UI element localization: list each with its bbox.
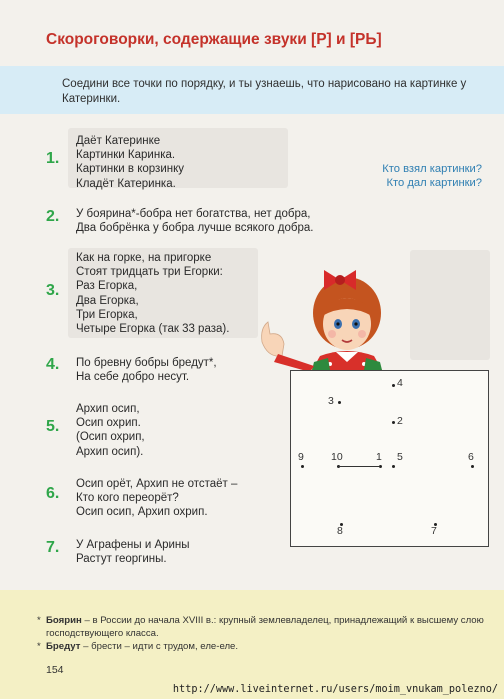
footnote-definition: – брести – идти с трудом, еле-еле. <box>80 641 239 652</box>
side-questions <box>382 162 482 190</box>
dot-label-9: 9 <box>298 451 304 463</box>
twister-line: По бревну бобры бредут*, <box>76 357 217 369</box>
twister-line: Осип осип, Архип охрип. <box>76 506 208 519</box>
dot-label-6: 6 <box>468 451 474 463</box>
dot-to-dot-panel <box>290 370 489 547</box>
girl-illustration <box>252 258 402 378</box>
footnote-term: Бредут <box>46 641 81 652</box>
twister-line: Два бобрёнка у бобра лучше всякого добра. <box>76 222 314 235</box>
twister-number-1: 1. <box>46 150 60 167</box>
dot-6 <box>471 465 474 468</box>
twister-line: Осип охрип. <box>76 417 141 430</box>
page-number: 154 <box>46 664 64 676</box>
twister-number-2: 2. <box>46 208 60 225</box>
twister-text-1 <box>76 134 184 191</box>
footnote-star: * <box>37 641 41 652</box>
dot-5 <box>392 465 395 468</box>
dot-3 <box>338 401 341 404</box>
twister-line: Архип осип, <box>76 403 140 415</box>
twister-text-2 <box>76 207 313 235</box>
twister-line: Картинки в корзинку <box>76 163 185 176</box>
dot-4 <box>392 384 395 387</box>
footnote-2 <box>37 640 486 653</box>
footnote-1 <box>37 614 486 640</box>
twister-text-4 <box>76 356 217 384</box>
twister-line: Даёт Катеринке <box>76 135 161 147</box>
footnote-term: Боярин <box>46 615 82 626</box>
twister-line: (Осип охрип, <box>76 431 145 444</box>
dot-label-10: 10 <box>331 451 343 463</box>
twister-line: Стоят тридцать три Егорки: <box>76 266 223 279</box>
twister-number-7: 7. <box>46 539 60 556</box>
twister-line: У Аграфены и Арины <box>76 539 190 551</box>
dot-label-8: 8 <box>337 525 343 537</box>
dot-label-7: 7 <box>431 525 437 537</box>
question-line: Кто взял картинки? <box>382 163 482 175</box>
dot-label-3: 3 <box>328 395 334 407</box>
twister-text-5 <box>76 402 145 459</box>
twister-line: Четыре Егорка (так 33 раза). <box>76 323 230 336</box>
twister-line: Кладёт Катеринка. <box>76 177 176 190</box>
twister-line: Кто кого переорёт? <box>76 492 179 505</box>
twister-text-7 <box>76 538 190 566</box>
dot-label-5: 5 <box>397 451 403 463</box>
dot-2 <box>392 421 395 424</box>
background-ghost-3 <box>410 250 490 360</box>
twister-line: Осип орёт, Архип не отстаёт – <box>76 478 238 490</box>
twister-text-3 <box>76 251 229 336</box>
twister-number-6: 6. <box>46 485 60 502</box>
twister-line: Два Егорка, <box>76 294 139 307</box>
footnote-definition: – в России до начала XVIII в.: крупный землевладелец, принадлежащий к высшему слою господствующего класса. <box>46 615 484 639</box>
footnote-star: * <box>37 615 41 626</box>
twister-line: Раз Егорка, <box>76 280 138 293</box>
instruction-text: Соедини все точки по порядку, и ты узнаешь, что нарисовано на картинке у Катеринки. <box>62 78 467 105</box>
twister-line: Архип осип). <box>76 445 144 458</box>
twister-number-5: 5. <box>46 418 60 435</box>
twister-line: На себе добро несут. <box>76 371 190 384</box>
twister-line: Как на горке, на пригорке <box>76 252 212 264</box>
dot-label-1: 1 <box>376 451 382 463</box>
twister-line: У боярина*-бобра нет богатства, нет добра, <box>76 208 311 220</box>
dot-label-4: 4 <box>397 377 403 389</box>
line-10-to-1 <box>338 466 380 467</box>
dot-9 <box>301 465 304 468</box>
dot-label-2: 2 <box>397 415 403 427</box>
twister-line: Растут георгины. <box>76 553 167 566</box>
question-line: Кто дал картинки? <box>386 177 482 189</box>
twister-number-4: 4. <box>46 356 60 373</box>
twister-line: Картинки Каринка. <box>76 149 176 162</box>
twister-number-3: 3. <box>46 282 60 299</box>
twister-text-6 <box>76 477 237 520</box>
watermark-url: http://www.liveinternet.ru/users/moim_vnukam_polezno/ <box>172 684 498 695</box>
page-title: Скороговорки, содержащие звуки [Р] и [РЬ] <box>46 31 382 48</box>
twister-line: Три Егорка, <box>76 308 138 321</box>
